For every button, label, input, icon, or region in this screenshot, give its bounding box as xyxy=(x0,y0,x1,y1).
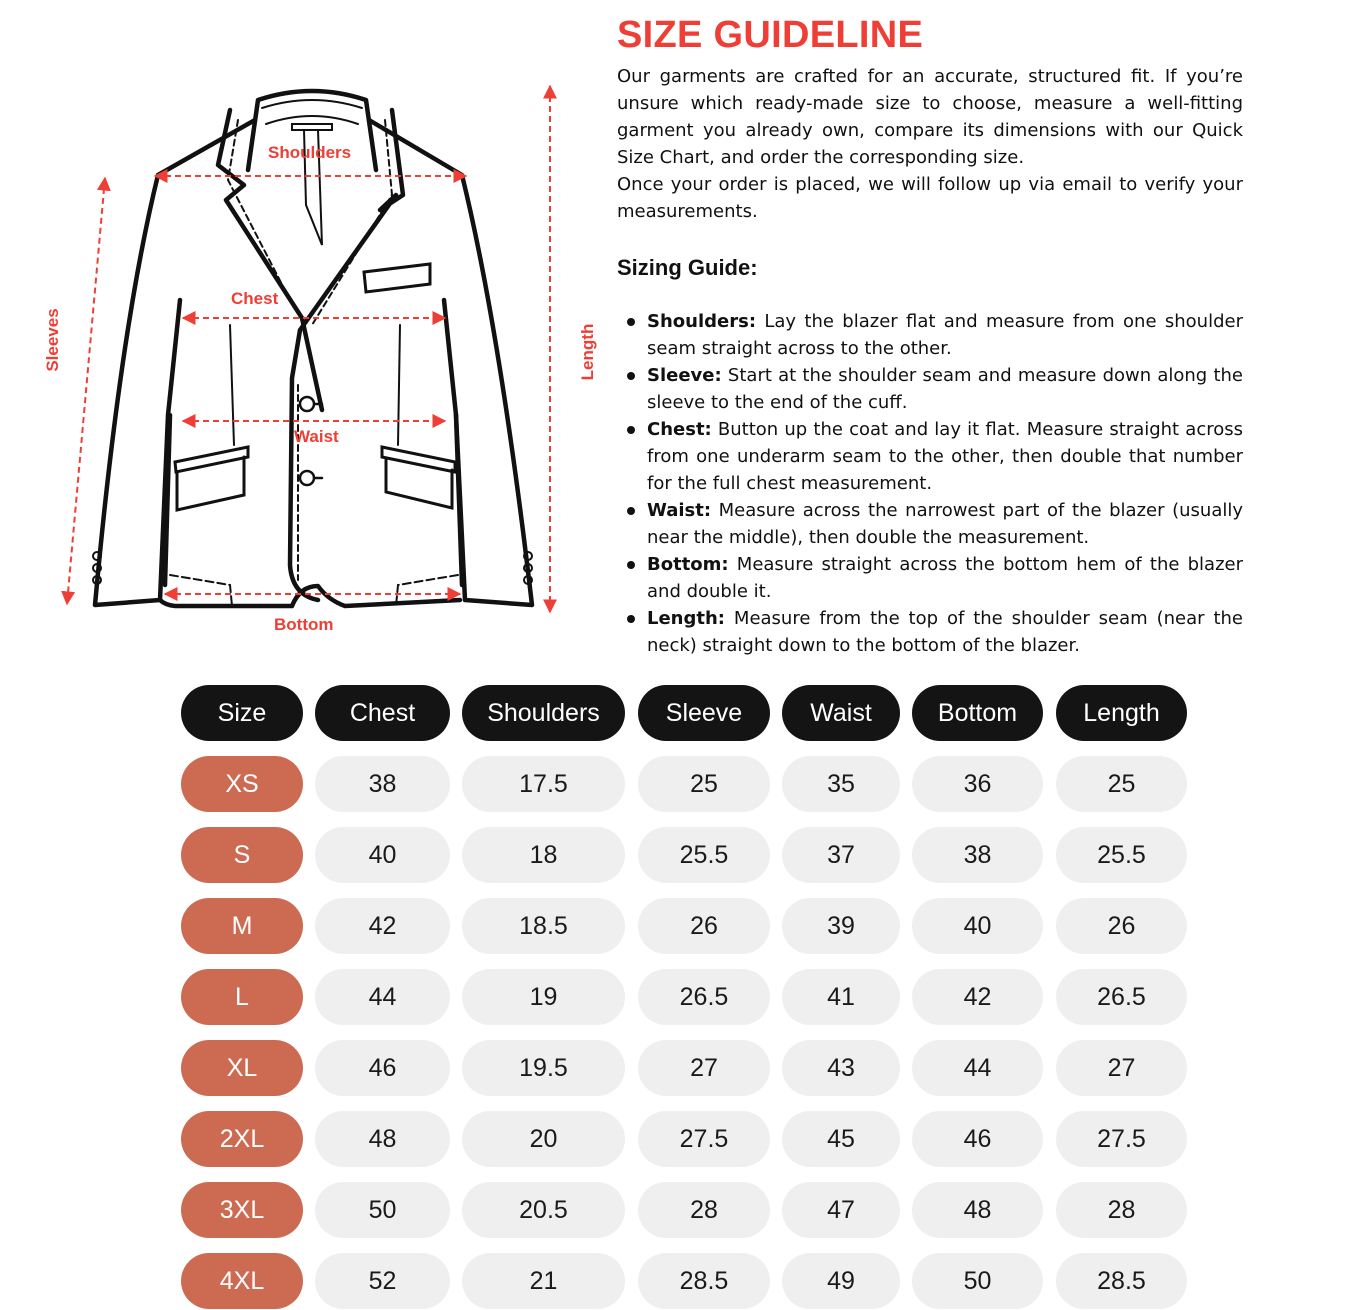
column-header-shoulders: Shoulders xyxy=(462,685,625,741)
measurement-cell-sleeve: 26 xyxy=(638,898,770,954)
size-label-cell: 3XL xyxy=(181,1182,303,1238)
measurement-cell-chest: 52 xyxy=(315,1253,450,1309)
size-label-cell: S xyxy=(181,827,303,883)
measurement-cell-chest: 40 xyxy=(315,827,450,883)
measurement-cell-length: 28.5 xyxy=(1056,1253,1187,1309)
column-header-sleeve: Sleeve xyxy=(638,685,770,741)
shoulders-label: Shoulders xyxy=(268,143,352,162)
page-title: SIZE GUIDELINE xyxy=(617,14,924,56)
measurement-cell-shoulders: 21 xyxy=(462,1253,625,1309)
measurement-cell-bottom: 38 xyxy=(912,827,1043,883)
intro-paragraph: Our garments are crafted for an accurate, structured fit. If you’re unsure which ready-made size to choose, measure a well-fitting garment you already own, compare its dimensions with our Quick Size Chart, and order the corresponding size. xyxy=(617,66,1243,168)
column-header-chest: Chest xyxy=(315,685,450,741)
measurement-cell-bottom: 46 xyxy=(912,1111,1043,1167)
measurement-cell-shoulders: 20.5 xyxy=(462,1182,625,1238)
measurement-cell-bottom: 48 xyxy=(912,1182,1043,1238)
measurement-cell-waist: 45 xyxy=(782,1111,900,1167)
measurement-cell-shoulders: 17.5 xyxy=(462,756,625,812)
size-label-cell: XS xyxy=(181,756,303,812)
sizing-guide-heading: Sizing Guide: xyxy=(617,255,758,280)
measurement-cell-length: 28 xyxy=(1056,1182,1187,1238)
measurement-cell-waist: 43 xyxy=(782,1040,900,1096)
list-item-term: Bottom: xyxy=(647,554,729,575)
waist-label: Waist xyxy=(294,427,339,446)
list-item-text: Lay the blazer flat and measure from one shoulder seam straight across to the other. xyxy=(647,311,1243,359)
measurement-cell-bottom: 50 xyxy=(912,1253,1043,1309)
chest-label: Chest xyxy=(231,289,279,308)
size-label-cell: XL xyxy=(181,1040,303,1096)
list-item-text: Start at the shoulder seam and measure down along the sleeve to the end of the cuff. xyxy=(647,365,1243,413)
list-item xyxy=(617,362,1243,416)
measurement-cell-length: 25.5 xyxy=(1056,827,1187,883)
bottom-label: Bottom xyxy=(274,615,334,634)
measurement-cell-shoulders: 19.5 xyxy=(462,1040,625,1096)
blazer-illustration xyxy=(0,0,610,660)
measurement-cell-chest: 48 xyxy=(315,1111,450,1167)
measurement-cell-waist: 39 xyxy=(782,898,900,954)
list-item xyxy=(617,308,1243,362)
list-item xyxy=(617,551,1243,605)
size-guideline-text xyxy=(617,14,1243,659)
measurement-cell-sleeve: 27.5 xyxy=(638,1111,770,1167)
list-item-text: Measure across the narrowest part of the blazer (usually near the middle), then double the measurement. xyxy=(647,500,1243,548)
measurement-cell-sleeve: 25.5 xyxy=(638,827,770,883)
measurement-cell-waist: 37 xyxy=(782,827,900,883)
measurement-cell-length: 27.5 xyxy=(1056,1111,1187,1167)
list-item-term: Length: xyxy=(647,608,725,629)
measurement-cell-waist: 35 xyxy=(782,756,900,812)
measurement-cell-bottom: 42 xyxy=(912,969,1043,1025)
list-item-term: Shoulders: xyxy=(647,311,757,332)
list-item-term: Waist: xyxy=(647,500,712,521)
list-item xyxy=(617,497,1243,551)
size-label-cell: 2XL xyxy=(181,1111,303,1167)
column-header-waist: Waist xyxy=(782,685,900,741)
list-item-term: Sleeve: xyxy=(647,365,722,386)
measurement-cell-chest: 42 xyxy=(315,898,450,954)
list-item-text: Button up the coat and lay it flat. Measure straight across from one underarm seam to the other, then double that number for the full chest measurement. xyxy=(647,419,1243,494)
list-item xyxy=(617,605,1243,659)
measurement-cell-sleeve: 26.5 xyxy=(638,969,770,1025)
measurement-cell-waist: 49 xyxy=(782,1253,900,1309)
length-label: Length xyxy=(578,323,597,381)
column-header-bottom: Bottom xyxy=(912,685,1043,741)
measurement-cell-bottom: 44 xyxy=(912,1040,1043,1096)
measurement-cell-shoulders: 19 xyxy=(462,969,625,1025)
measurement-cell-chest: 44 xyxy=(315,969,450,1025)
measurement-cell-waist: 47 xyxy=(782,1182,900,1238)
measurement-cell-shoulders: 20 xyxy=(462,1111,625,1167)
list-item-term: Chest: xyxy=(647,419,712,440)
size-label-cell: M xyxy=(181,898,303,954)
measurement-cell-bottom: 36 xyxy=(912,756,1043,812)
measurement-cell-chest: 46 xyxy=(315,1040,450,1096)
measurement-cell-chest: 50 xyxy=(315,1182,450,1238)
measurement-cell-sleeve: 25 xyxy=(638,756,770,812)
size-label-cell: 4XL xyxy=(181,1253,303,1309)
measurement-cell-sleeve: 28.5 xyxy=(638,1253,770,1309)
measurement-cell-shoulders: 18 xyxy=(462,827,625,883)
size-label-cell: L xyxy=(181,969,303,1025)
list-item-text: Measure from the top of the shoulder seam (near the neck) straight down to the bottom of the blazer. xyxy=(647,608,1243,656)
column-header-length: Length xyxy=(1056,685,1187,741)
blazer-drawing xyxy=(0,0,610,660)
measurement-cell-sleeve: 27 xyxy=(638,1040,770,1096)
sleeves-label: Sleeves xyxy=(43,308,62,372)
measurement-cell-length: 26 xyxy=(1056,898,1187,954)
measurement-cell-length: 25 xyxy=(1056,756,1187,812)
measurement-cell-length: 27 xyxy=(1056,1040,1187,1096)
column-header-size: Size xyxy=(181,685,303,741)
list-item-text: Measure straight across the bottom hem of the blazer and double it. xyxy=(647,554,1243,602)
measurement-cell-sleeve: 28 xyxy=(638,1182,770,1238)
measurement-cell-length: 26.5 xyxy=(1056,969,1187,1025)
intro-followup: Once your order is placed, we will follow up via email to verify your measurements. xyxy=(617,174,1243,222)
sizing-guide-list xyxy=(617,308,1243,659)
list-item xyxy=(617,416,1243,497)
measurement-cell-bottom: 40 xyxy=(912,898,1043,954)
measurement-cell-chest: 38 xyxy=(315,756,450,812)
measurement-cell-waist: 41 xyxy=(782,969,900,1025)
measurement-cell-shoulders: 18.5 xyxy=(462,898,625,954)
